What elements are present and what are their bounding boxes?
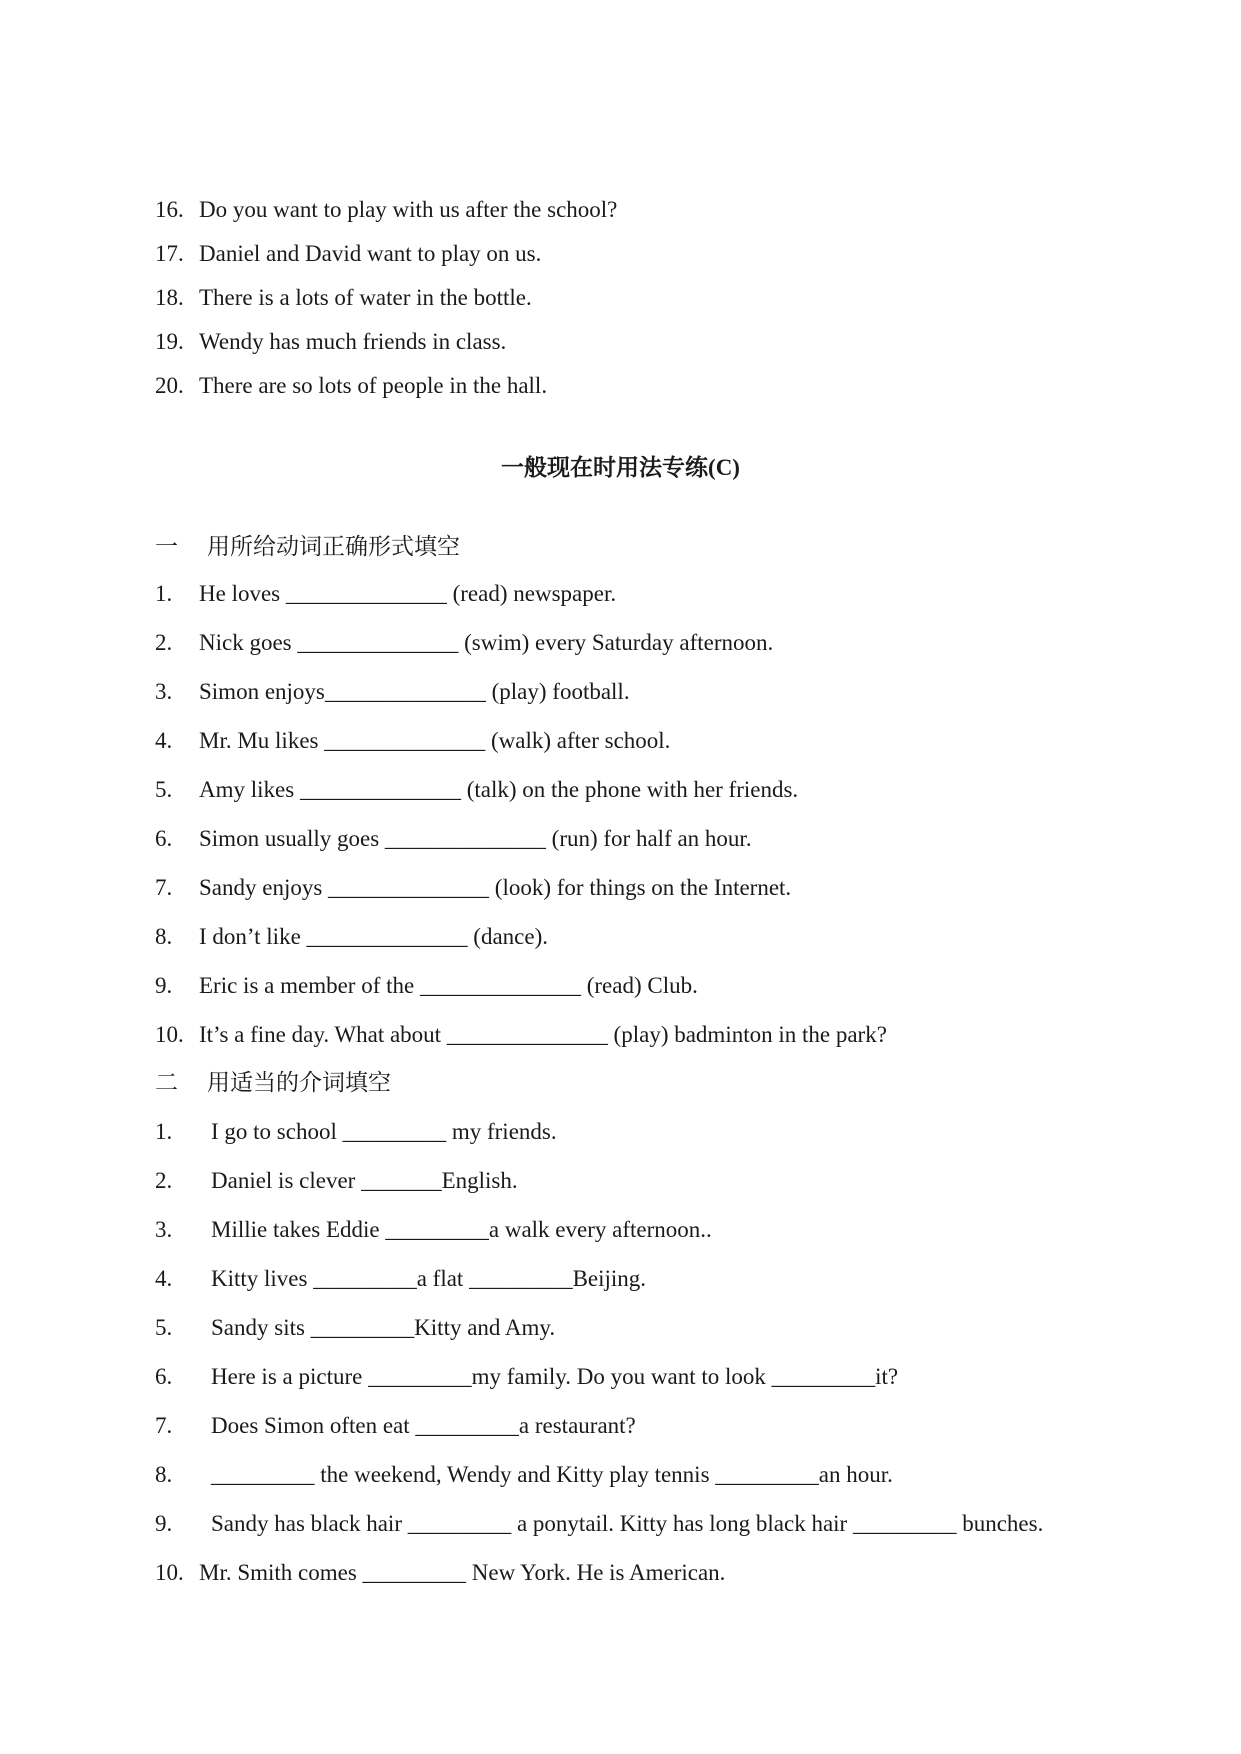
item-number: 1.	[155, 581, 173, 606]
item-number: 9.	[155, 1511, 173, 1536]
item-number: 8.	[155, 924, 173, 949]
item-text: Sandy has black hair _________ a ponytail. Kitty has long black hair _________ bunches.	[211, 1511, 1044, 1536]
list-item	[132, 687, 1132, 753]
item-text: Mr. Smith comes _________ New York. He is American.	[199, 1560, 726, 1585]
section-marker: 一	[155, 534, 178, 559]
item-text: Simon enjoys______________ (play) football.	[199, 679, 630, 704]
item-text: Does Simon often eat _________a restaurant?	[211, 1413, 636, 1438]
item-number: 2.	[155, 630, 173, 655]
item-number: 7.	[155, 875, 173, 900]
section-heading-text: 用适当的介词填空	[207, 1070, 391, 1095]
item-number: 8.	[155, 1462, 173, 1487]
item-number: 3.	[155, 1217, 173, 1242]
item-text: Sandy sits _________Kitty and Amy.	[211, 1315, 556, 1340]
item-number: 19.	[155, 329, 184, 354]
list-item	[132, 1421, 1132, 1487]
item-number: 2.	[155, 1168, 173, 1193]
item-text: I don’t like ______________ (dance).	[199, 924, 548, 949]
item-number: 20.	[155, 373, 184, 398]
list-item	[132, 1225, 1132, 1291]
item-text: Here is a picture _________my family. Do you want to look _________it?	[211, 1364, 899, 1389]
item-text: There is a lots of water in the bottle.	[199, 285, 532, 310]
item-number: 17.	[155, 241, 184, 266]
list-item	[132, 1176, 1132, 1242]
item-text: Mr. Mu likes ______________ (walk) after school.	[199, 728, 671, 753]
item-number: 6.	[155, 1364, 173, 1389]
item-text: Amy likes ______________ (talk) on the phone with her friends.	[199, 777, 799, 802]
list-item	[132, 785, 1132, 851]
item-text: Eric is a member of the ______________ (read) Club.	[199, 973, 698, 998]
list-item	[132, 1372, 1132, 1438]
list-item	[132, 1127, 1132, 1193]
list-item	[132, 1078, 1132, 1144]
list-item	[132, 1470, 1132, 1536]
item-number: 9.	[155, 973, 173, 998]
item-number: 4.	[155, 1266, 173, 1291]
item-number: 5.	[155, 1315, 173, 1340]
item-number: 16.	[155, 197, 184, 222]
item-number: 4.	[155, 728, 173, 753]
list-item	[132, 1519, 1132, 1585]
section-marker: 二	[155, 1070, 178, 1095]
list-item	[132, 981, 1132, 1047]
item-text: Nick goes ______________ (swim) every Saturday afternoon.	[199, 630, 774, 655]
item-text: He loves ______________ (read) newspaper.	[199, 581, 617, 606]
item-number: 18.	[155, 285, 184, 310]
item-text: _________ the weekend, Wendy and Kitty play tennis _________an hour.	[211, 1462, 893, 1487]
list-item	[132, 1274, 1132, 1340]
item-number: 7.	[155, 1413, 173, 1438]
item-text: Daniel is clever _______English.	[211, 1168, 518, 1193]
section-heading-text: 用所给动词正确形式填空	[207, 534, 460, 559]
list-item	[132, 156, 1132, 222]
list-item	[132, 834, 1132, 900]
list-item	[132, 589, 1132, 655]
list-item	[132, 540, 1132, 606]
list-item	[132, 288, 1132, 354]
item-text: Wendy has much friends in class.	[199, 329, 507, 354]
item-text: Kitty lives _________a flat _________Beijing.	[211, 1266, 647, 1291]
list-item	[132, 638, 1132, 704]
item-text: It’s a fine day. What about ______________ (play) badminton in the park?	[199, 1022, 887, 1047]
list-item	[132, 332, 1132, 398]
item-number: 3.	[155, 679, 173, 704]
item-number: 10.	[155, 1560, 184, 1585]
item-text: Simon usually goes ______________ (run) for half an hour.	[199, 826, 752, 851]
item-text: There are so lots of people in the hall.	[199, 373, 548, 398]
list-item	[132, 200, 1132, 266]
item-number: 1.	[155, 1119, 173, 1144]
item-number: 10.	[155, 1022, 184, 1047]
list-item	[132, 244, 1132, 310]
item-text: I go to school _________ my friends.	[211, 1119, 557, 1144]
item-number: 5.	[155, 777, 173, 802]
page-title: 一般现在时用法专练(C)	[501, 455, 740, 480]
list-item	[132, 883, 1132, 949]
item-number: 6.	[155, 826, 173, 851]
list-item	[132, 932, 1132, 998]
list-item	[132, 1323, 1132, 1389]
item-text: Daniel and David want to play on us.	[199, 241, 542, 266]
item-text: Millie takes Eddie _________a walk every afternoon..	[211, 1217, 712, 1242]
item-text: Sandy enjoys ______________ (look) for things on the Internet.	[199, 875, 792, 900]
list-item	[132, 736, 1132, 802]
item-text: Do you want to play with us after the school?	[199, 197, 618, 222]
